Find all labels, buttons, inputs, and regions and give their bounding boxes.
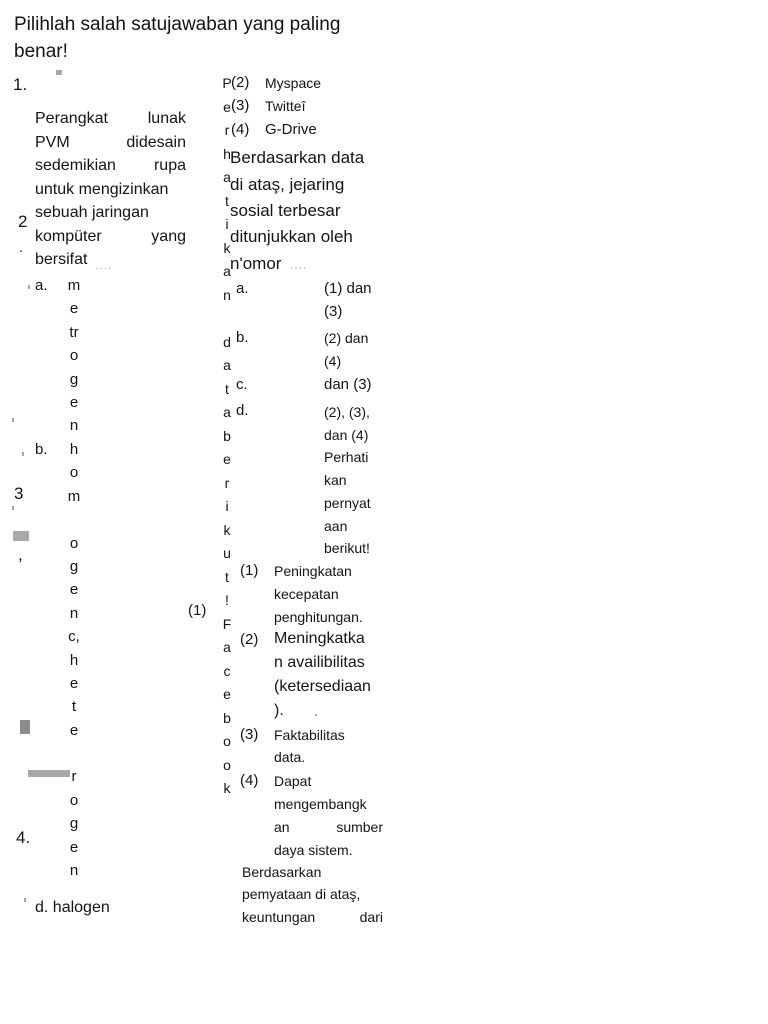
q2-item-3-text: Twitteî — [265, 98, 306, 114]
scan-smudge — [12, 506, 14, 510]
scan-smudge — [28, 285, 30, 289]
letter: e — [223, 98, 231, 115]
letter: t — [71, 698, 77, 716]
question-number-2-dot: . — [19, 239, 23, 255]
scan-smudge — [56, 70, 62, 75]
q3-item-2-line: Meningkatka — [274, 630, 365, 647]
letter: g — [69, 370, 79, 388]
blank-dots: .... — [95, 258, 113, 272]
q2-item-2-number: (2) — [231, 74, 250, 91]
q1-option-d[interactable]: d. halogen — [35, 899, 110, 916]
letter: t — [225, 568, 229, 585]
letter: h — [223, 145, 231, 162]
q3-intro-line: kan — [324, 472, 347, 488]
q1-option-b-text[interactable] — [66, 442, 82, 886]
q1-stem-word: PVM — [35, 133, 70, 151]
q3-item-1-number: (1) — [240, 562, 259, 579]
q3-item-2-line: (ketersediaan — [274, 678, 371, 695]
q1-stem-word: yang — [151, 227, 186, 245]
letter: n — [69, 862, 79, 880]
q2-option-a-text-cont[interactable]: (3) — [324, 303, 343, 320]
letter: b — [223, 709, 231, 726]
q3-item-4-number: (4) — [240, 772, 259, 789]
q3-item-3-number: (3) — [240, 726, 259, 743]
q3-item-4-word: sumber — [336, 819, 383, 835]
q1-stem-word: kompüter — [35, 227, 102, 245]
question-number-1: 1. — [13, 75, 28, 94]
q2-option-a-label[interactable]: a. — [236, 280, 249, 297]
q1-stem-word: didesain — [126, 133, 186, 151]
q2-item-2-text: Myspace — [265, 75, 322, 91]
q2-question-line: di ataş, jejaring — [230, 175, 345, 194]
q3-question-word: keuntungan — [242, 909, 316, 925]
letter: o — [69, 347, 79, 365]
q3-question-word: dari — [359, 909, 383, 925]
q2-option-b-text-cont[interactable]: (4) — [324, 353, 342, 369]
q1-stem — [35, 110, 186, 275]
letter: e — [69, 393, 79, 411]
letter: t — [225, 192, 229, 209]
letter: e — [69, 721, 79, 739]
q3-question-line-justified — [242, 910, 383, 924]
q2-question-line: sosial terbesar — [230, 201, 341, 220]
q2-option-c-label[interactable]: c. — [236, 376, 248, 393]
letter: e — [69, 300, 79, 318]
q2-option-b-text[interactable]: (2) dan — [324, 330, 369, 346]
q2-option-b-label[interactable]: b. — [236, 329, 249, 346]
letter: o — [223, 733, 231, 749]
q3-intro-line: aan — [324, 518, 348, 534]
q3-item-2-line: ). — [274, 702, 284, 719]
scan-smudge — [13, 531, 29, 541]
letter: a — [223, 404, 231, 420]
q1-option-a-text[interactable] — [66, 278, 82, 442]
q3-item-1-line: penghitungan. — [274, 609, 363, 625]
letter: e — [69, 581, 79, 599]
q3-question-line: pemyataan di ataş, — [242, 886, 361, 902]
letter: k — [223, 239, 231, 256]
q2-option-d-text-cont[interactable]: dan (4) — [324, 427, 369, 443]
letter: o — [69, 791, 79, 809]
q3-item-1-line: kecepatan — [274, 586, 339, 602]
q3-question-line: Berdasarkan — [242, 864, 322, 880]
q1-stem-word: lunak — [147, 110, 186, 127]
letter: e — [69, 674, 79, 692]
q3-item-1-line: Peningkatan — [274, 563, 352, 579]
letter: i — [225, 498, 229, 514]
letter: a — [223, 169, 231, 185]
scan-smudge — [24, 898, 26, 902]
letter: d — [223, 333, 231, 350]
scan-smudge — [315, 714, 317, 716]
question-number-3-comma: , — [18, 545, 23, 564]
letter: r — [224, 122, 230, 138]
q1-option-a-label[interactable]: a. — [35, 277, 48, 294]
letter: i — [225, 216, 229, 232]
letter: a — [223, 263, 231, 279]
scan-smudge — [20, 720, 30, 734]
q2-question-line: Berdasarkan data — [230, 148, 365, 167]
q1-stem-line: untuk mengizinkan — [35, 180, 169, 198]
q2-question-line: n'omor — [230, 254, 282, 273]
letter: t — [225, 380, 229, 397]
letter: k — [223, 780, 231, 796]
letter: o — [69, 464, 79, 482]
scan-smudge — [12, 418, 14, 422]
letter: g — [69, 815, 79, 833]
question-number-4: 4. — [16, 828, 31, 847]
letter: ! — [225, 592, 229, 608]
question-number-2: 2 — [18, 212, 28, 231]
q3-intro-line: berikut! — [324, 540, 370, 556]
letter: n — [223, 286, 231, 303]
q2-option-d-text[interactable]: (2), (3), — [324, 404, 370, 420]
q2-item-3-number: (3) — [231, 97, 250, 114]
letter: tr — [69, 323, 79, 341]
letter: h — [69, 651, 79, 669]
q2-option-d-label[interactable]: d. — [236, 402, 249, 419]
letter: g — [69, 557, 79, 575]
letter: k — [223, 521, 231, 538]
q2-item-4-number: (4) — [231, 121, 250, 138]
letter: n — [69, 604, 79, 622]
letter: e — [223, 451, 231, 467]
letter: e — [69, 838, 79, 856]
q1-option-b-label[interactable]: b. — [35, 441, 48, 458]
question-number-3: 3 — [14, 484, 24, 503]
letter: a — [223, 357, 231, 373]
scan-smudge — [28, 770, 70, 777]
letter: e — [223, 686, 231, 702]
letter: r — [71, 768, 77, 786]
q3-item-4-line: Dapat — [274, 773, 312, 789]
letter: P — [222, 75, 232, 91]
q2-option-a-text[interactable]: (1) dan — [324, 280, 372, 297]
q2-question-line: ditunjukkan oleh — [230, 227, 353, 246]
q3-item-2-number: (2) — [240, 631, 259, 648]
letter: a — [223, 639, 231, 655]
q2-item-4-text: G-Drive — [265, 121, 317, 138]
q3-item-2-line: n availibilitas — [274, 654, 365, 671]
q3-item-4-word: an — [274, 819, 290, 835]
instruction-line-1: Pilihlah salah satujawaban yang paling — [14, 14, 341, 35]
letter: m — [67, 277, 81, 294]
q2-item-1-number: (1) — [188, 602, 207, 619]
letter: h — [69, 441, 79, 458]
q3-item-4-line: daya sistem. — [274, 842, 353, 858]
letter: n — [69, 417, 79, 435]
scan-smudge — [22, 452, 24, 456]
letter: c, — [68, 628, 80, 646]
q1-stem-word: sedemikian — [35, 157, 116, 174]
q3-item-4-line-justified — [274, 820, 383, 834]
q3-intro-line: Perhati — [324, 449, 369, 465]
q3-item-3-line: data. — [274, 749, 306, 765]
q2-option-c-text[interactable]: dan (3) — [324, 376, 372, 393]
q1-stem-word: rupa — [153, 157, 186, 174]
q3-item-4-line: mengembangk — [274, 796, 367, 812]
letter: o — [69, 534, 79, 552]
letter: u — [223, 545, 231, 561]
q3-intro-line: pernyat — [324, 495, 371, 511]
letter: F — [222, 615, 232, 632]
letter: b — [223, 427, 231, 444]
letter: o — [223, 756, 231, 773]
instruction-line-2: benar! — [14, 41, 68, 62]
letter: c — [223, 662, 231, 679]
blank-dots: .... — [290, 258, 308, 272]
letter: m — [67, 487, 81, 505]
letter: r — [224, 474, 230, 491]
q1-stem-line: sebuah jaringan — [35, 204, 149, 221]
q1-stem-word: Perangkat — [35, 110, 108, 127]
q1-stem-line: bersifat — [35, 251, 88, 268]
q3-item-3-line: Faktabilitas — [274, 727, 345, 743]
